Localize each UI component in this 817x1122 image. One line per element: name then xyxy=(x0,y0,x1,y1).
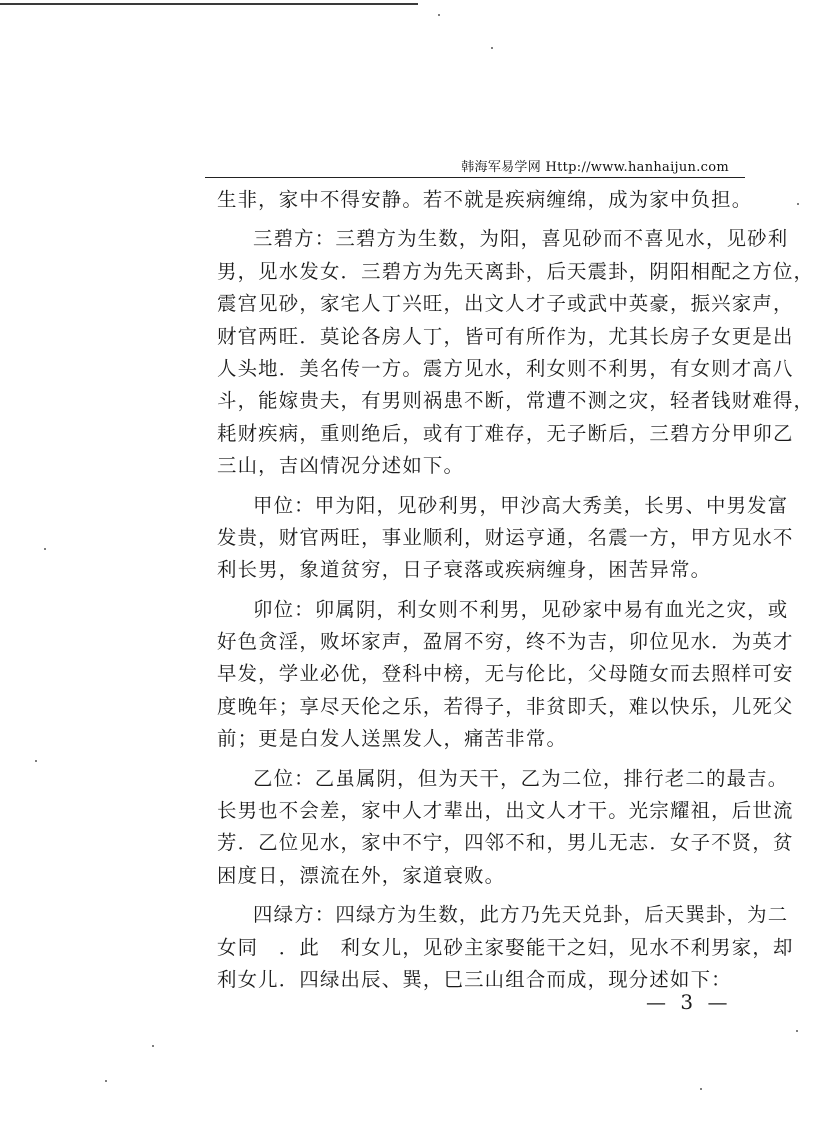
header-rule xyxy=(205,177,745,178)
paragraph-sanbi xyxy=(217,223,815,482)
scan-speck xyxy=(438,14,440,16)
scan-speck xyxy=(44,548,46,550)
text-line: 利长男，象道贫穷，日子衰落或疾病缠身，困苦异常。 xyxy=(217,558,712,582)
text-line: 困度日，漂流在外，家道衰败。 xyxy=(217,863,506,887)
scan-speck xyxy=(700,1088,702,1090)
text-line: 乙位：乙虽属阴，但为天干，乙为二位，排行老二的最吉。 xyxy=(253,766,789,790)
text-line: 早发，学业必优，登科中榜，无与伦比，父母随女而去照样可安 xyxy=(217,662,794,686)
text-line: 男，见水发女．三碧方为先天离卦，后天震卦，阴阳相配之方位， xyxy=(217,259,815,283)
text-line: 卯位：卯属阴，利女则不利男，见砂家中易有血光之灾，或 xyxy=(253,597,789,621)
paragraph-jia xyxy=(217,490,794,587)
text-line: 财官两旺．莫论各房人丁，皆可有所作为，尤其长房子女更是出 xyxy=(217,324,794,348)
scan-speck xyxy=(152,1045,154,1047)
text-line: 利女儿．四绿出辰、巽，巳三山组合而成，现分述如下： xyxy=(217,967,732,991)
scan-speck xyxy=(797,203,799,205)
text-line: 斗，能嫁贵夫，有男则祸患不断，常遭不测之灾，轻者钱财难得， xyxy=(217,389,815,413)
text-line: 三山，吉凶情况分述如下。 xyxy=(217,454,465,478)
scan-speck xyxy=(105,1080,107,1082)
paragraph-silv xyxy=(217,899,794,996)
text-line: 度晚年；享尽天伦之乐，若得子，非贫即夭，难以快乐，儿死父 xyxy=(217,694,794,718)
text-line: 生非，家中不得安静。若不就是疾病缠绵，成为家中负担。 xyxy=(217,188,753,211)
text-line: 发贵，财官两旺，事业顺利，财运亨通，名震一方，甲方见水不 xyxy=(217,525,794,549)
paragraph-yi xyxy=(217,763,794,893)
text-line: 四绿方：四绿方为生数，此方乃先天兑卦，后天巽卦，为二 xyxy=(253,903,789,927)
paragraph-0 xyxy=(217,184,753,216)
page-number: — 3 — xyxy=(646,990,732,1014)
scan-speck xyxy=(491,47,493,49)
text-line: 耗财疾病，重则绝后，或有丁难存，无子断后，三碧方分甲卯乙 xyxy=(217,421,794,445)
text-line: 芳．乙位见水，家中不宁，四邻不和，男儿无志．女子不贤，贫 xyxy=(217,831,794,855)
text-line: 人头地．美名传一方。震方见水，利女则不利男，有女则才高八 xyxy=(217,356,794,380)
running-header: 韩海军易学网 Http://www.hanhaijun.com xyxy=(461,160,729,175)
scan-top-rule xyxy=(0,3,418,5)
text-line: 女同 ．此 利女儿，见砂主家娶能干之妇，见水不利男家，却 xyxy=(217,935,794,959)
text-line: 甲位：甲为阳，见砂利男，甲沙高大秀美，长男、中男发富 xyxy=(253,493,789,517)
scan-speck xyxy=(796,1030,798,1032)
text-line: 震宫见砂，家宅人丁兴旺，出文人才子或武中英豪，振兴家声， xyxy=(217,292,794,316)
paragraph-mao xyxy=(217,594,794,756)
text-line: 三碧方：三碧方为生数，为阳，喜见砂而不喜见水，见砂利 xyxy=(253,227,789,251)
body-text xyxy=(217,184,815,996)
text-line: 前；更是白发人送黑发人，痛苦非常。 xyxy=(217,727,568,751)
text-line: 长男也不会差，家中人才辈出，出文人才干。光宗耀祖，后世流 xyxy=(217,799,794,823)
scan-speck xyxy=(35,760,37,762)
text-line: 好色贪淫，败坏家声，盈屑不穷，终不为吉，卯位见水．为英才 xyxy=(217,630,794,654)
